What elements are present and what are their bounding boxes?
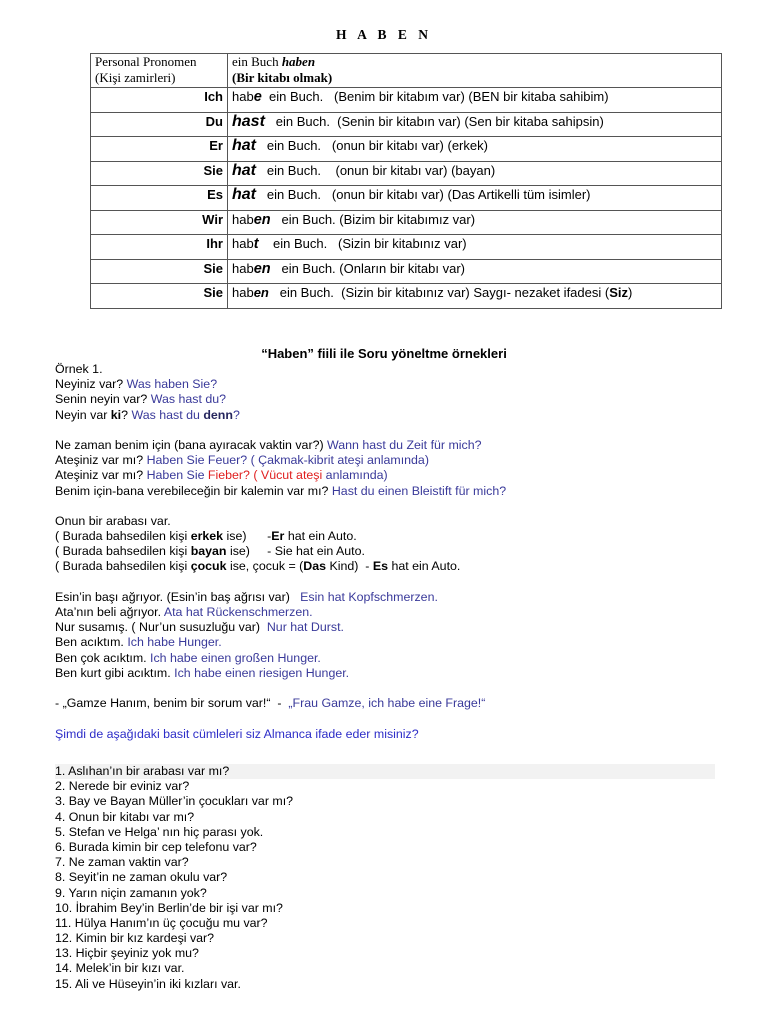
translation-text: (onun bir kitabı var) (erkek) — [321, 138, 488, 153]
emphasis: bayan — [190, 544, 227, 559]
text: hat ein Auto. — [388, 559, 461, 574]
verb-ending: hast — [232, 112, 265, 130]
example-line — [55, 635, 725, 650]
object-text: ein Buch. — [264, 113, 330, 129]
table-row — [91, 88, 722, 113]
turkish-text: Ben acıktım. — [55, 635, 128, 650]
object-text: ein Buch. — [256, 138, 322, 153]
header-pronoun-translation: (Kişi zamirleri) — [95, 69, 176, 85]
german-text: Ich habe Hunger. — [127, 635, 222, 650]
siz-emphasis: Siz — [609, 285, 628, 300]
verb-ending: en — [253, 260, 271, 277]
german-text: Wann hast du Zeit für mich? — [327, 437, 482, 452]
example-line: Onun bir arabası var. — [55, 513, 171, 528]
turkish-text: Ben çok acıktım. — [55, 650, 151, 665]
translation-text: (Sizin bir kitabınız var) Saygı- nezaket ifadesi ( — [333, 285, 610, 300]
verb-ending: hat — [232, 137, 256, 154]
translation-text: (Onların bir kitabı var) — [335, 260, 465, 276]
verb-stem: hab — [232, 285, 254, 300]
sentence-cell — [228, 235, 722, 260]
example-line — [55, 620, 725, 635]
example-line — [55, 559, 725, 574]
list-item: 1. Aslıhan’ın bir arabası var mı? — [55, 764, 715, 779]
turkish-text: ? — [121, 407, 132, 422]
translation-text: (Sizin bir kitabınız var) — [327, 236, 467, 251]
verb-ending: en — [253, 211, 271, 228]
emphasis-ki: ki — [110, 407, 122, 422]
text: Kind) - — [326, 559, 373, 574]
object-text: ein Buch. — [270, 211, 336, 227]
turkish-text: Esin’in başı ağrıyor. (Esin’in baş ağrısı var) — [55, 589, 297, 604]
sentence-cell — [228, 210, 722, 235]
pronoun-cell: Wir — [91, 210, 228, 235]
list-item: 9. Yarın niçin zamanın yok? — [55, 885, 207, 900]
emphasis: Er — [271, 529, 285, 544]
example-line — [55, 484, 725, 499]
turkish-text: Senin neyin var? — [55, 392, 151, 407]
header-sentence-cell — [228, 54, 722, 88]
conjugation-table — [90, 53, 722, 309]
translation-text: (onun bir kitabı var) (bayan) — [321, 162, 496, 178]
example-line — [55, 392, 725, 407]
german-text: Ich habe einen riesigen Hunger. — [174, 665, 350, 680]
emphasis: çocuk — [190, 559, 227, 574]
header-pronoun-label: Personal Pronomen — [95, 54, 197, 69]
sentence-cell — [228, 88, 722, 113]
sentence-cell — [228, 284, 722, 309]
list-item: 4. Onun bir kitabı var mı? — [55, 809, 195, 824]
example-line — [55, 377, 725, 392]
sentence-cell — [228, 137, 722, 162]
example-line — [55, 529, 725, 544]
list-item: 6. Burada kimin bir cep telefonu var? — [55, 839, 257, 854]
turkish-text: Neyiniz var? — [55, 377, 127, 392]
pronoun-cell: Sie — [91, 161, 228, 186]
section-title: “Haben” fiili ile Soru yöneltme örnekleri — [261, 346, 507, 361]
german-text: Ata hat Rückenschmerzen. — [163, 605, 313, 619]
example-line — [55, 544, 725, 559]
table-row — [91, 284, 722, 309]
list-item: 14. Melek’in bir kızı var. — [55, 961, 185, 976]
verb-ending: en — [253, 285, 269, 300]
text: ( Burada bahsedilen kişi — [55, 529, 191, 544]
turkish-text: Nur susamış. ( Nur’un susuzluğu var) — [55, 620, 267, 635]
german-text: Haben Sie Feuer? ( Çakmak-kibrit ateşi anlamında) — [146, 453, 429, 468]
table-row — [91, 137, 722, 162]
german-text: Was hast du — [131, 407, 204, 422]
text: hat ein Auto. — [284, 529, 357, 544]
object-text: ein Buch. — [270, 260, 336, 276]
table-row — [91, 235, 722, 260]
list-item: 15. Ali ve Hüseyin’in iki kızları var. — [55, 976, 241, 991]
table-row — [91, 186, 722, 211]
header-sentence-translation — [232, 70, 717, 86]
pronoun-cell: Ihr — [91, 235, 228, 260]
german-text: Ich habe einen großen Hunger. — [150, 650, 321, 665]
translation-text: (Bizim bir kitabımız var) — [335, 211, 476, 227]
example-line — [55, 590, 725, 605]
object-text: ein Buch. — [256, 162, 322, 178]
list-item: 7. Ne zaman vaktin var? — [55, 855, 189, 870]
turkish-text: Neyin var — [55, 407, 111, 422]
german-text: Hast du einen Bleistift für mich? — [331, 483, 507, 498]
closing-paren: ) — [628, 285, 633, 300]
turkish-text: - „Gamze Hanım, benim bir sorum var!“ - — [55, 696, 285, 711]
object-text: ein Buch. — [268, 285, 334, 300]
list-item: 8. Seyit’in ne zaman okulu var? — [55, 870, 228, 885]
header-verb: haben — [281, 54, 316, 69]
verb-ending: hat — [232, 161, 256, 179]
pronoun-cell: Sie — [91, 259, 228, 284]
table-row — [91, 210, 722, 235]
table-header-row — [91, 54, 722, 88]
emphasis: erkek — [190, 529, 224, 544]
german-text: Esin hat Kopfschmerzen. — [296, 589, 438, 604]
turkish-text: Ben kurt gibi acıktım. — [55, 665, 175, 680]
sentence-cell — [228, 186, 722, 211]
pronoun-cell: Er — [91, 137, 228, 162]
verb-stem: hab — [232, 236, 254, 251]
verb-ending: hat — [232, 186, 256, 203]
sentence-cell — [228, 161, 722, 186]
sentence-cell — [228, 112, 722, 137]
german-text: anlamında) — [322, 468, 388, 483]
turkish-text: Ateşiniz var mı? — [55, 453, 147, 468]
verb-ending: e — [253, 89, 262, 105]
list-item: 2. Nerede bir eviniz var? — [55, 779, 190, 794]
header-sentence-label — [232, 54, 717, 70]
red-text: Fieber? ( Vücut ateşi — [207, 468, 323, 483]
verb-ending: t — [253, 236, 259, 252]
example-line — [55, 666, 725, 681]
pronoun-cell: Du — [91, 112, 228, 137]
sentence-cell — [228, 259, 722, 284]
list-item: 13. Hiçbir şeyiniz yok mu? — [55, 946, 199, 961]
list-item: 10. İbrahim Bey’in Berlin’de bir işi var mı? — [55, 900, 283, 915]
german-text: Nur hat Durst. — [266, 620, 344, 635]
example-line — [55, 453, 725, 468]
verb-stem: hab — [232, 260, 254, 276]
emphasis: Das — [303, 559, 327, 574]
example-line — [55, 468, 725, 483]
pronoun-cell: Es — [91, 186, 228, 211]
text: ise) - Sie hat ein Auto. — [226, 544, 365, 559]
verb-stem: hab — [232, 211, 254, 227]
examples-block — [55, 362, 725, 742]
list-item: 11. Hülya Hanım’ın üç çocuğu mu var? — [55, 915, 268, 930]
list-item: 12. Kimin bir kız kardeşi var? — [55, 931, 215, 946]
exercise-list — [55, 764, 715, 992]
list-item: 5. Stefan ve Helga’ nın hiç parası yok. — [55, 824, 264, 839]
header-sentence-text: ein Buch — [232, 54, 282, 69]
header-pronoun-cell — [91, 54, 228, 88]
text: ( Burada bahsedilen kişi — [55, 559, 191, 574]
german-text: Was haben Sie? — [126, 377, 218, 392]
exercise-prompt: Şimdi de aşağıdaki basit cümleleri siz Almanca ifade eder misiniz? — [55, 726, 419, 741]
emphasis: Es — [372, 559, 389, 574]
example-line — [55, 605, 725, 620]
german-text: ? — [232, 407, 240, 422]
example-line — [55, 696, 725, 711]
example-line — [55, 438, 725, 453]
translation-text: (Benim bir kitabım var) (BEN bir kitaba sahibim) — [323, 89, 609, 104]
turkish-text: Ata’nın beli ağrıyor. — [55, 605, 164, 619]
text: ( Burada bahsedilen kişi — [55, 544, 191, 559]
text: ise, çocuk = ( — [226, 559, 304, 574]
verb-stem: hab — [232, 89, 254, 104]
pronoun-cell: Sie — [91, 284, 228, 309]
page-title: H A B E N — [335, 27, 433, 42]
table-row — [91, 161, 722, 186]
translation-text: (Senin bir kitabın var) (Sen bir kitaba sahipsin) — [329, 113, 604, 129]
turkish-text: Benim için-bana verebileceğin bir kalemin var mı? — [55, 483, 332, 498]
example-line — [55, 651, 725, 666]
german-text: Was hast du? — [150, 392, 227, 407]
turkish-text: Ateşiniz var mı? — [55, 468, 147, 483]
emphasis-denn: denn — [203, 407, 233, 422]
table-row — [91, 112, 722, 137]
header-translation-text: (Bir kitabı olmak) — [232, 69, 333, 85]
turkish-text: Ne zaman benim için (bana ayıracak vaktin var?) — [55, 437, 328, 452]
translation-text: (onun bir kitabı var) (Das Artikelli tüm isimler) — [321, 187, 591, 202]
list-item: 3. Bay ve Bayan Müller’in çocukları var mı? — [55, 794, 294, 809]
object-text: ein Buch. — [261, 89, 324, 104]
example-line — [55, 408, 725, 423]
object-text: ein Buch. — [258, 236, 328, 251]
german-text: „Frau Gamze, ich habe eine Frage!“ — [284, 696, 486, 711]
pronoun-cell: Ich — [91, 88, 228, 113]
object-text: ein Buch. — [256, 187, 322, 202]
example-label: Örnek 1. — [55, 362, 103, 376]
german-text: Haben Sie — [146, 468, 208, 483]
text: ise) - — [223, 529, 272, 544]
table-row — [91, 259, 722, 284]
